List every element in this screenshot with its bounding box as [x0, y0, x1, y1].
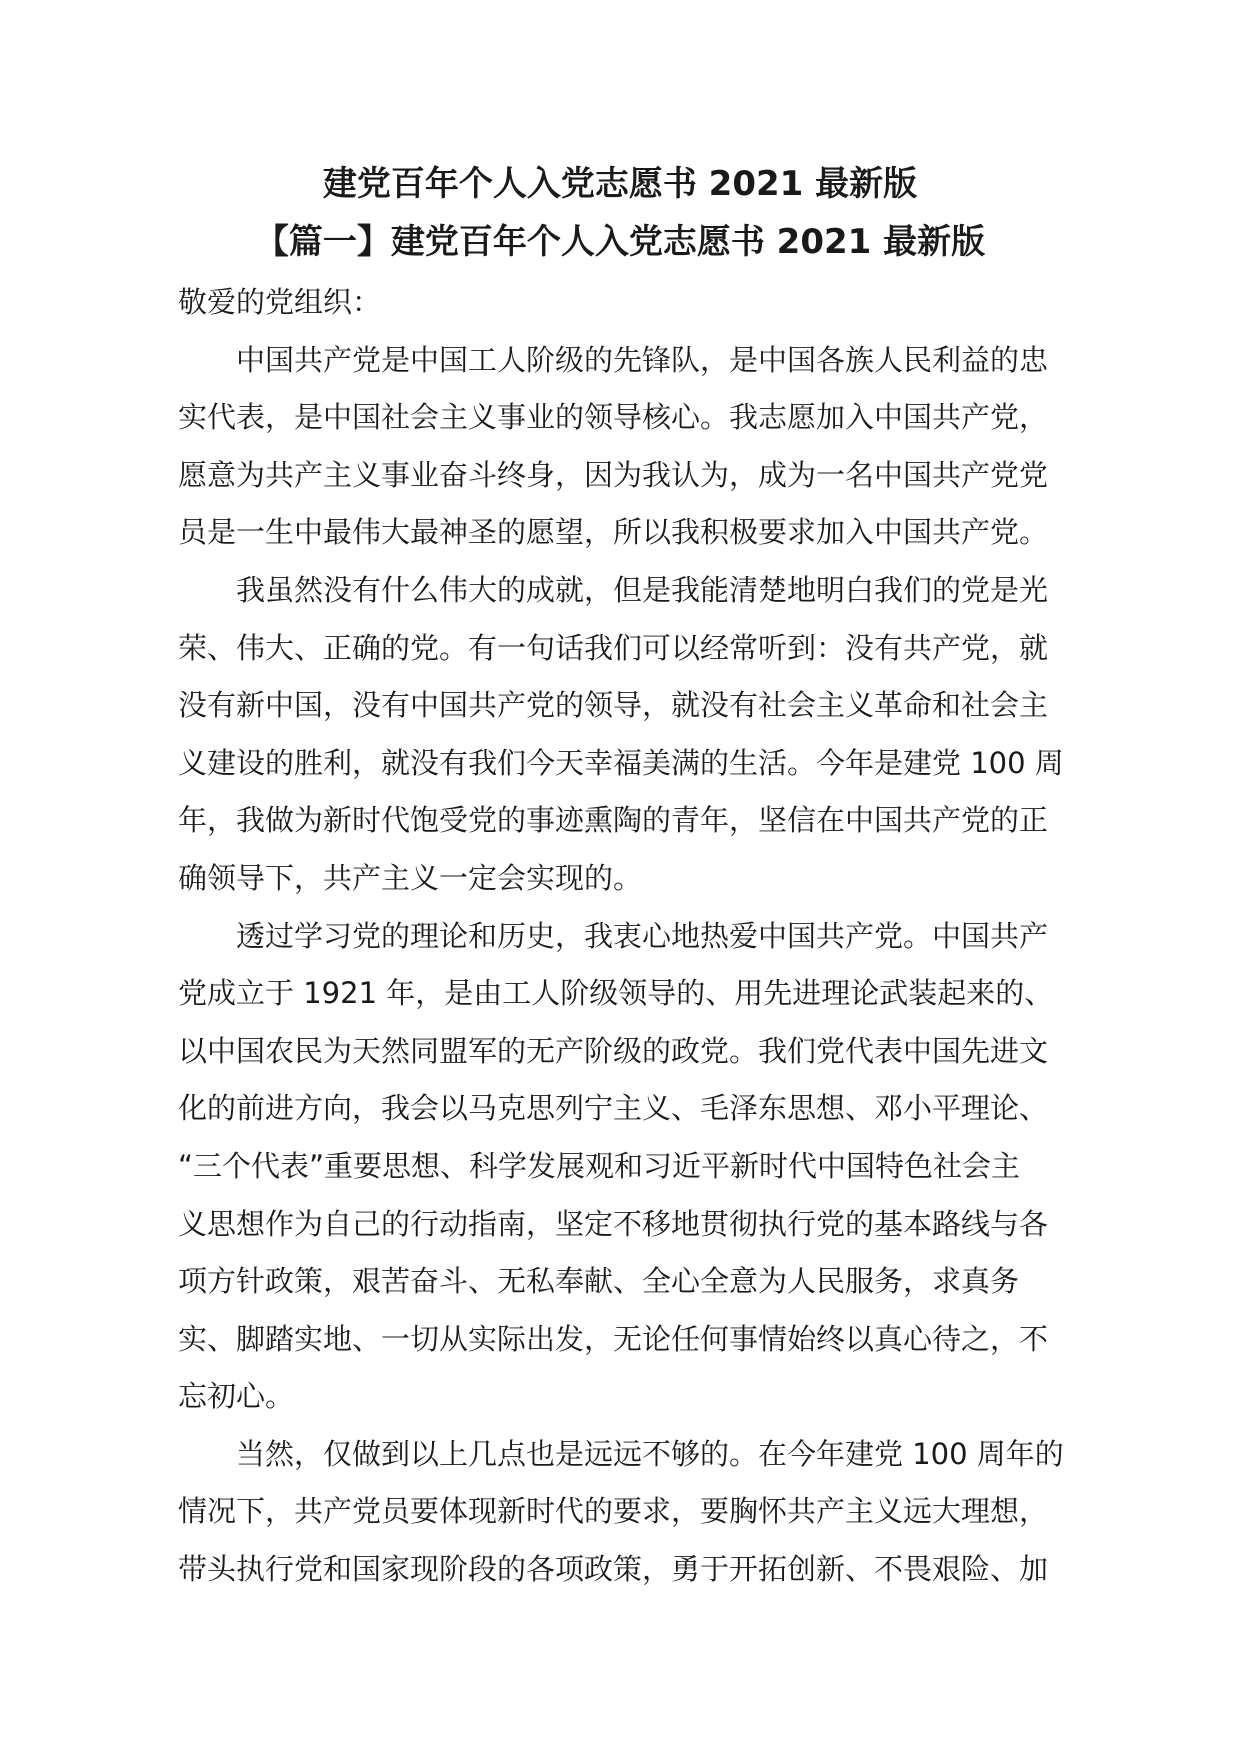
text-line: 确领导下，共产主义一定会实现的。 — [178, 860, 643, 895]
paragraph — [178, 332, 1062, 562]
text-line: 没有新中国，没有中国共产党的领导，就没有社会主义革命和社会主 — [178, 688, 1049, 723]
text-line: 透过学习党的理论和历史，我衷心地热爱中国共产党。中国共产 — [236, 918, 1049, 953]
document-body — [178, 274, 1062, 1599]
text-line: 荣、伟大、正确的党。有一句话我们可以经常听到：没有共产党，就 — [178, 630, 1049, 665]
text-line: 员是一生中最伟大最神圣的愿望，所以我积极要求加入中国共产党。 — [178, 515, 1049, 550]
text-line: 情况下，共产党员要体现新时代的要求，要胸怀共产主义远大理想， — [178, 1494, 1049, 1529]
paragraph — [178, 1426, 1062, 1599]
text-line: “三个代表”重要思想、科学发展观和习近平新时代中国特色社会主 — [178, 1148, 1021, 1183]
paragraph — [178, 562, 1062, 908]
paragraph — [178, 908, 1062, 1426]
text-line: 实代表，是中国社会主义事业的领导核心。我志愿加入中国共产党， — [178, 400, 1049, 435]
greeting: 敬爱的党组织： — [178, 285, 382, 319]
text-line: 义思想作为自己的行动指南，坚定不移地贯彻执行党的基本路线与各 — [178, 1206, 1049, 1241]
text-line: 忘初心。 — [178, 1379, 295, 1414]
document-title: 建党百年个人入党志愿书 2021 最新版 — [322, 164, 918, 204]
document-subtitle: 【篇一】建党百年个人入党志愿书 2021 最新版 — [254, 222, 986, 262]
text-line: 实、脚踏实地、一切从实际出发，无论任何事情始终以真心待之，不 — [178, 1321, 1049, 1356]
text-line: 我虽然没有什么伟大的成就，但是我能清楚地明白我们的党是光 — [236, 572, 1049, 607]
text-line: 年，我做为新时代饱受党的事迹熏陶的青年，坚信在中国共产党的正 — [178, 803, 1049, 838]
text-line: 当然，仅做到以上几点也是远远不够的。在今年建党 100 周年的 — [236, 1436, 1064, 1471]
text-line: 义建设的胜利，就没有我们今天幸福美满的生活。今年是建党 100 周 — [178, 745, 1064, 780]
text-line: 带头执行党和国家现阶段的各项政策，勇于开拓创新、不畏艰险、加 — [178, 1552, 1049, 1587]
text-line: 以中国农民为天然同盟军的无产阶级的政党。我们党代表中国先进文 — [178, 1033, 1049, 1068]
text-line: 党成立于 1921 年，是由工人阶级领导的、用先进理论武装起来的、 — [178, 976, 1054, 1011]
text-line: 化的前进方向，我会以马克思列宁主义、毛泽东思想、邓小平理论、 — [178, 1091, 1049, 1126]
text-line: 中国共产党是中国工人阶级的先锋队，是中国各族人民利益的忠 — [236, 342, 1049, 377]
text-line: 愿意为共产主义事业奋斗终身，因为我认为，成为一名中国共产党党 — [178, 457, 1049, 492]
text-line: 项方针政策，艰苦奋斗、无私奉献、全心全意为人民服务，求真务 — [178, 1264, 1020, 1299]
